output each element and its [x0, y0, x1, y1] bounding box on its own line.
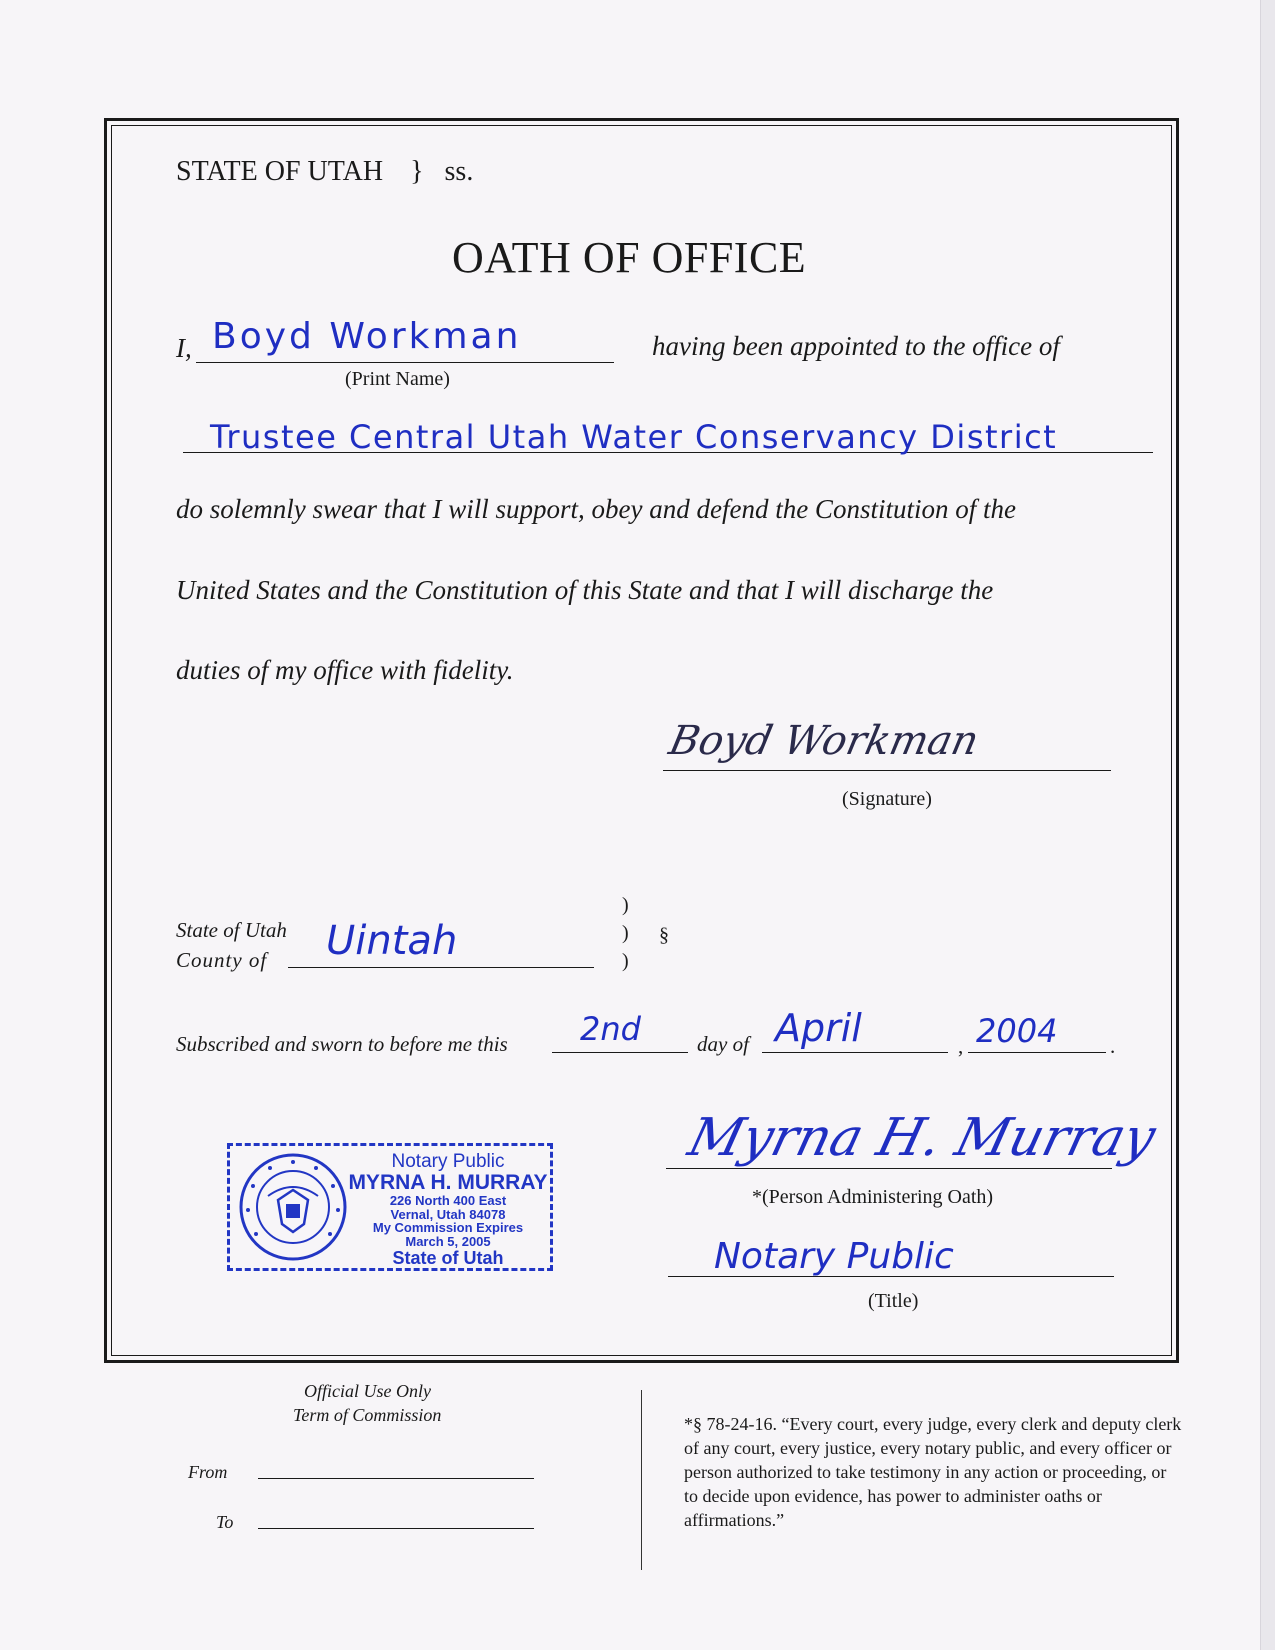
date-comma: , [958, 1034, 964, 1058]
day-of-label: day of [697, 1032, 749, 1056]
title-caption: (Title) [868, 1290, 919, 1312]
from-line [258, 1478, 534, 1479]
office-handwritten: Trustee Central Utah Water Conservancy District [210, 418, 1058, 456]
stamp-text-block [348, 1152, 548, 1267]
month-line [762, 1052, 948, 1053]
appointed-text: having been appointed to the office of [652, 331, 1060, 361]
print-name-caption: (Print Name) [345, 368, 450, 390]
to-line [258, 1528, 534, 1529]
name-line [196, 362, 614, 363]
to-label: To [216, 1512, 234, 1532]
venue-county-label: County of [176, 948, 268, 972]
year-line [968, 1052, 1106, 1053]
title-handwritten: Notary Public [714, 1236, 954, 1277]
oath-line-2: United States and the Constitution of this State and that I will discharge the [176, 575, 994, 605]
date-period: . [1110, 1034, 1116, 1058]
administrator-signature: Myrna H. Murray [682, 1108, 1162, 1168]
venue-paren-2: ) [622, 922, 629, 944]
subscribed-prefix: Subscribed and sworn to before me this [176, 1032, 508, 1056]
state-seal-icon [238, 1152, 348, 1262]
stamp-line-7: State of Utah [392, 1247, 504, 1268]
stamp-line-6: March 5, 2005 [405, 1233, 491, 1249]
stamp-line-4: Vernal, Utah 84078 [390, 1206, 506, 1222]
venue-state-label: State of Utah [176, 918, 287, 942]
oath-prefix: I, [176, 333, 192, 363]
oath-line-1: do solemnly swear that I will support, obey and defend the Constitution of the [176, 494, 1016, 524]
stamp-line-2: MYRNA H. MURRAY [348, 1170, 548, 1194]
month-handwritten: April [775, 1006, 862, 1050]
brace: } [410, 156, 424, 187]
notary-stamp [227, 1143, 553, 1271]
stamp-line-5: My Commission Expires [372, 1220, 524, 1236]
official-use-title: Official Use Only [304, 1381, 431, 1401]
administrator-line [666, 1168, 1112, 1169]
county-handwritten: Uintah [326, 918, 458, 964]
term-of-commission: Term of Commission [293, 1405, 442, 1425]
day-handwritten: 2nd [580, 1010, 641, 1048]
stamp-line-1: Notary Public [391, 1151, 505, 1172]
document-title: OATH OF OFFICE [452, 233, 807, 282]
signature-line [663, 770, 1111, 771]
oath-line-3: duties of my office with fidelity. [176, 655, 514, 685]
day-line [552, 1052, 688, 1053]
venue-paren-3: ) [622, 950, 629, 972]
year-handwritten: 2004 [976, 1012, 1058, 1050]
from-label: From [188, 1462, 228, 1482]
section-symbol: § [659, 924, 669, 946]
oath-taker-signature: Boyd Workman [665, 718, 983, 764]
statute-footnote: *§ 78-24-16. “Every court, every judge, every clerk and deputy clerk of any court, every justice, every notary public, and every officer or person authorized to take testimony in any action or proceeding, or to decide upon evidence, has power to administer oaths or affirmations.” [684, 1414, 1182, 1530]
administrator-caption: *(Person Administering Oath) [752, 1186, 994, 1208]
section-divider [641, 1390, 642, 1570]
state-header [176, 156, 473, 188]
ss-label: ss. [444, 156, 474, 187]
venue-paren-1: ) [622, 894, 629, 916]
name-handwritten: Boyd Workman [212, 316, 522, 357]
stamp-line-3: 226 North 400 East [389, 1192, 507, 1208]
signature-caption: (Signature) [842, 788, 932, 810]
county-line [288, 967, 594, 968]
title-line [668, 1276, 1114, 1277]
state-label: STATE OF UTAH [176, 156, 384, 187]
page-edge [1260, 0, 1275, 1650]
